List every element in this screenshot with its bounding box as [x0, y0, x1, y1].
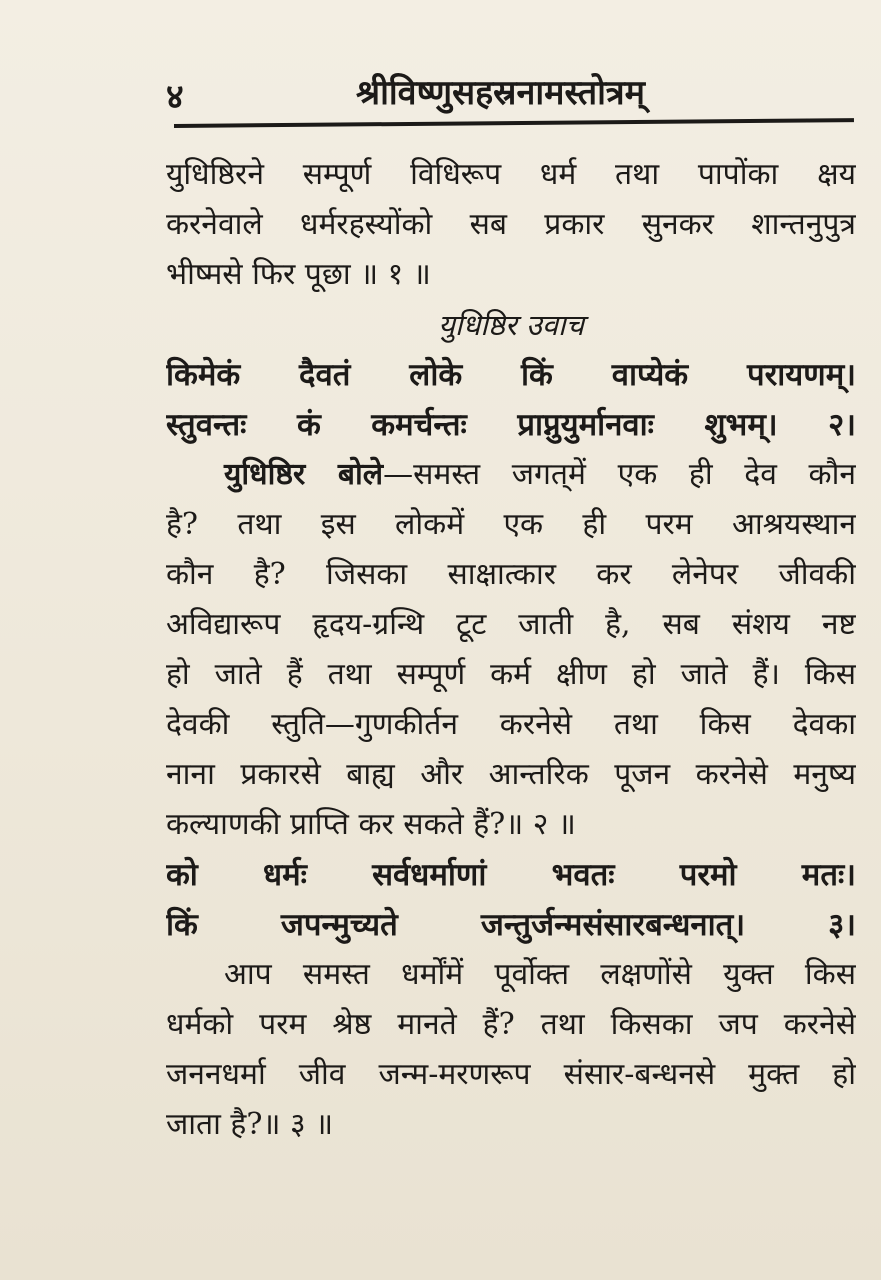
paragraph-1	[166, 150, 856, 300]
page-number: ४	[166, 77, 184, 117]
verse-line: किमेकं दैवतं लोके किं वाप्येकं परायणम्।	[166, 357, 856, 393]
text-line: जननधर्मा जीव जन्म-मरणरूप संसार-बन्धनसे मुक्त हो	[166, 1057, 856, 1092]
speaker-label: युधिष्ठिर बोले	[224, 457, 384, 492]
text-line: हो जाते हैं तथा सम्पूर्ण कर्म क्षीण हो जाते हैं। किस	[166, 657, 856, 692]
page-header	[166, 66, 856, 130]
text-line: जाता है?॥ ३ ॥	[166, 1107, 334, 1142]
text-line: युधिष्ठिरने सम्पूर्ण विधिरूप धर्म तथा पापोंका क्षय	[166, 157, 856, 192]
verse-2	[166, 350, 856, 450]
paragraph-3	[166, 950, 856, 1150]
text-line: धर्मको परम श्रेष्ठ मानते हैं? तथा किसका जप करनेसे	[166, 1007, 856, 1042]
verse-3	[166, 850, 856, 950]
text-line: नाना प्रकारसे बाह्य और आन्तरिक पूजन करनेसे मनुष्य	[166, 757, 856, 792]
text-line: कल्याणकी प्राप्ति कर सकते हैं?॥ २ ॥	[166, 807, 576, 842]
running-title: श्रीविष्णुसहस्रनामस्तोत्रम्	[356, 73, 645, 113]
text-line: आप समस्त धर्मोंमें पूर्वोक्त लक्षणोंसे युक्त किस	[224, 957, 856, 992]
text-line: अविद्यारूप हृदय-ग्रन्थि टूट जाती है, सब संशय नष्ट	[166, 607, 856, 642]
text-line: भीष्मसे फिर पूछा ॥ १ ॥	[166, 257, 431, 292]
text-line: है? तथा इस लोकमें एक ही परम आश्रयस्थान	[166, 507, 856, 542]
verse-line: को धर्मः सर्वधर्माणां भवतः परमो मतः।	[166, 857, 856, 893]
page-body	[166, 150, 856, 1150]
text-line: देवकी स्तुति—गुणकीर्तन करनेसे तथा किस देवका	[166, 707, 856, 742]
text-line: करनेवाले धर्मरहस्योंको सब प्रकार सुनकर शान्तनुपुत्र	[166, 207, 856, 242]
verse-line: किं जपन्मुच्यते जन्तुर्जन्मसंसारबन्धनात्। ३।	[166, 907, 856, 943]
text-line: कौन है? जिसका साक्षात्कार कर लेनेपर जीवकी	[166, 557, 856, 592]
verse-line: स्तुवन्तः कं कमर्चन्तः प्राप्नुयुर्मानवाः शुभम्। २।	[166, 407, 856, 443]
paragraph-2	[166, 450, 856, 850]
text-line	[166, 450, 856, 500]
text-span: —समस्त जगत्‌में एक ही देव कौन	[383, 457, 856, 492]
section-heading: युधिष्ठिर उवाच	[438, 308, 584, 342]
header-rule	[174, 118, 854, 128]
